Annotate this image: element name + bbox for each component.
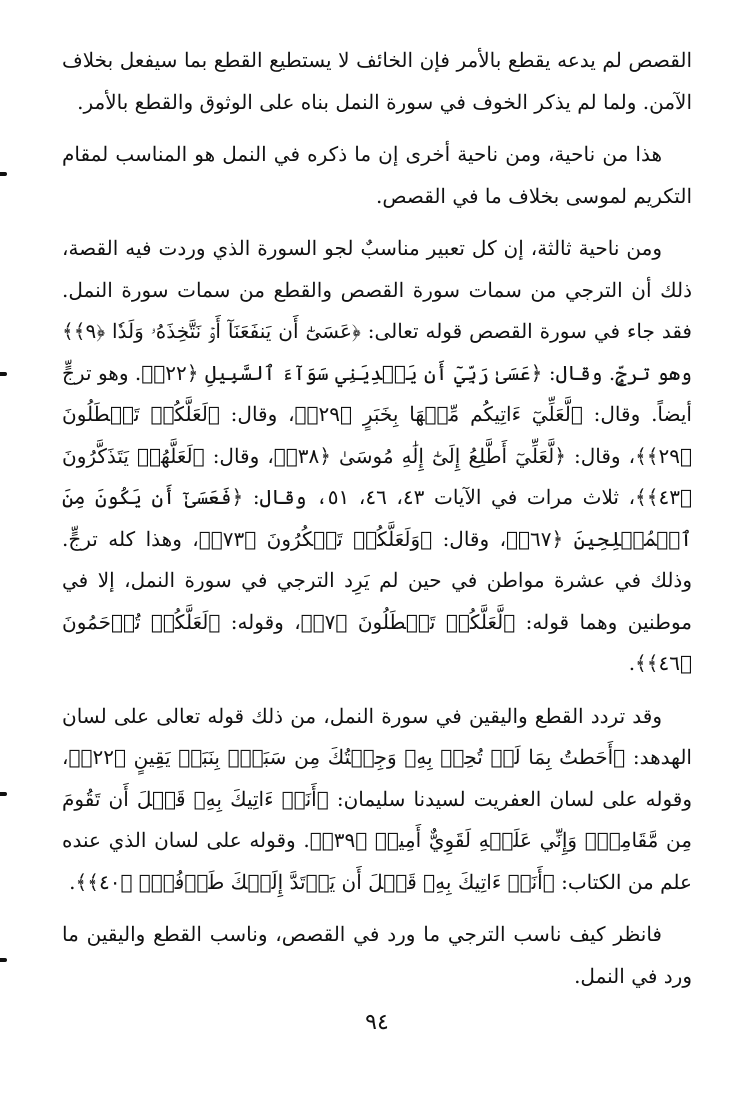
- page-number: ٩٤: [365, 1010, 389, 1035]
- page-edge-mark: [0, 792, 7, 796]
- paragraph-3: ومن ناحية ثالثة، إن كل تعبير مناسبٌ لجو السورة الذي وردت فيه القصة، ذلك أن الترجي من سمات سورة القصص والقطع من سمات سورة النمل. فقد جاء في سورة القصص قوله تعالى: ﴿عَسَىٰٓ أَن يَنفَعَنَآ أَوۡ نَتَّخِذَهُۥ وَلَدٗا ﴿٩﴾﴾ وهو ترجٍّ. وقال: ﴿عَسَىٰ رَبِّيٓ أَن يَهۡدِيَنِي سَوَآءَ ٱلسَّبِيلِ ﴿٢٢﴾﴾. وهو ترجٍّ أيضاً. وقال: ﴿لَّعَلِّيٓ ءَاتِيكُم مِّنۡهَا بِخَبَرٍ ﴿٢٩﴾﴾، وقال: ﴿لَعَلَّكُمۡ تَصۡطَلُونَ ﴿٢٩﴾﴾، وقال: ﴿لَّعَلِّيٓ أَطَّلِعُ إِلَىٰٓ إِلَٰهِ مُوسَىٰ ﴿٣٨﴾﴾، وقال: ﴿لَعَلَّهُمۡ يَتَذَكَّرُونَ ﴿٤٣﴾﴾، ثلاث مرات في الآيات ٤٣، ٤٦، ٥١، وقال: ﴿فَعَسَىٰٓ أَن يَكُونَ مِنَ ٱلۡمُفۡلِحِينَ ﴿٦٧﴾﴾، وقال: ﴿وَلَعَلَّكُمۡ تَشۡكُرُونَ ﴿٧٣﴾﴾، وهذا كله ترجٍّ. وذلك في عشرة مواطن في حين لم يَرِد الترجي في سورة النمل، إلا في موطنين وهما قوله: ﴿لَّعَلَّكُمۡ تَصۡطَلُونَ ﴿٧﴾﴾، وقوله: ﴿لَعَلَّكُمۡ تُرۡحَمُونَ ﴿٤٦﴾﴾.: [62, 236, 693, 675]
- paragraph-4: وقد تردد القطع واليقين في سورة النمل، من ذلك قوله تعالى على لسان الهدهد: ﴿أَحَطتُ بِمَا لَمۡ تُحِطۡ بِهِۦ وَجِئۡتُكَ مِن سَبَإِۭ بِنَبَإٖ يَقِينٍ ﴿٢٢﴾﴾، وقوله على لسان العفريت لسيدنا سليمان: ﴿أَنَا۠ ءَاتِيكَ بِهِۦ قَبۡلَ أَن تَقُومَ مِن مَّقَامِكَۖ وَإِنِّي عَلَيۡهِ لَقَوِيٌّ أَمِينٞ ﴿٣٩﴾﴾. وقوله على لسان الذي عنده علم من الكتاب: ﴿أَنَا۠ ءَاتِيكَ بِهِۦ قَبۡلَ أَن يَرۡتَدَّ إِلَيۡكَ طَرۡفُكَۚ ﴿٤٠﴾﴾.: [62, 703, 692, 894]
- paragraph-5: فانظر كيف ناسب الترجي ما ورد في القصص، وناسب القطع واليقين ما ورد في النمل.: [62, 922, 692, 988]
- page-edge-mark: [0, 372, 7, 376]
- page-edge-mark: [0, 172, 7, 176]
- page-body: [62, 40, 692, 997]
- paragraph-1: القصص لم يدعه يقطع بالأمر فإن الخائف لا يستطيع القطع بما سيفعل بخلاف الآمن. ولما لم يذكر الخوف في سورة النمل بناه على الوثوق والقطع بالأمر.: [62, 48, 692, 114]
- paragraph-2: هذا من ناحية، ومن ناحية أخرى إن ما ذكره في النمل هو المناسب لمقام التكريم لموسى بخلاف ما في القصص.: [62, 142, 692, 208]
- page-edge-mark: [0, 958, 7, 962]
